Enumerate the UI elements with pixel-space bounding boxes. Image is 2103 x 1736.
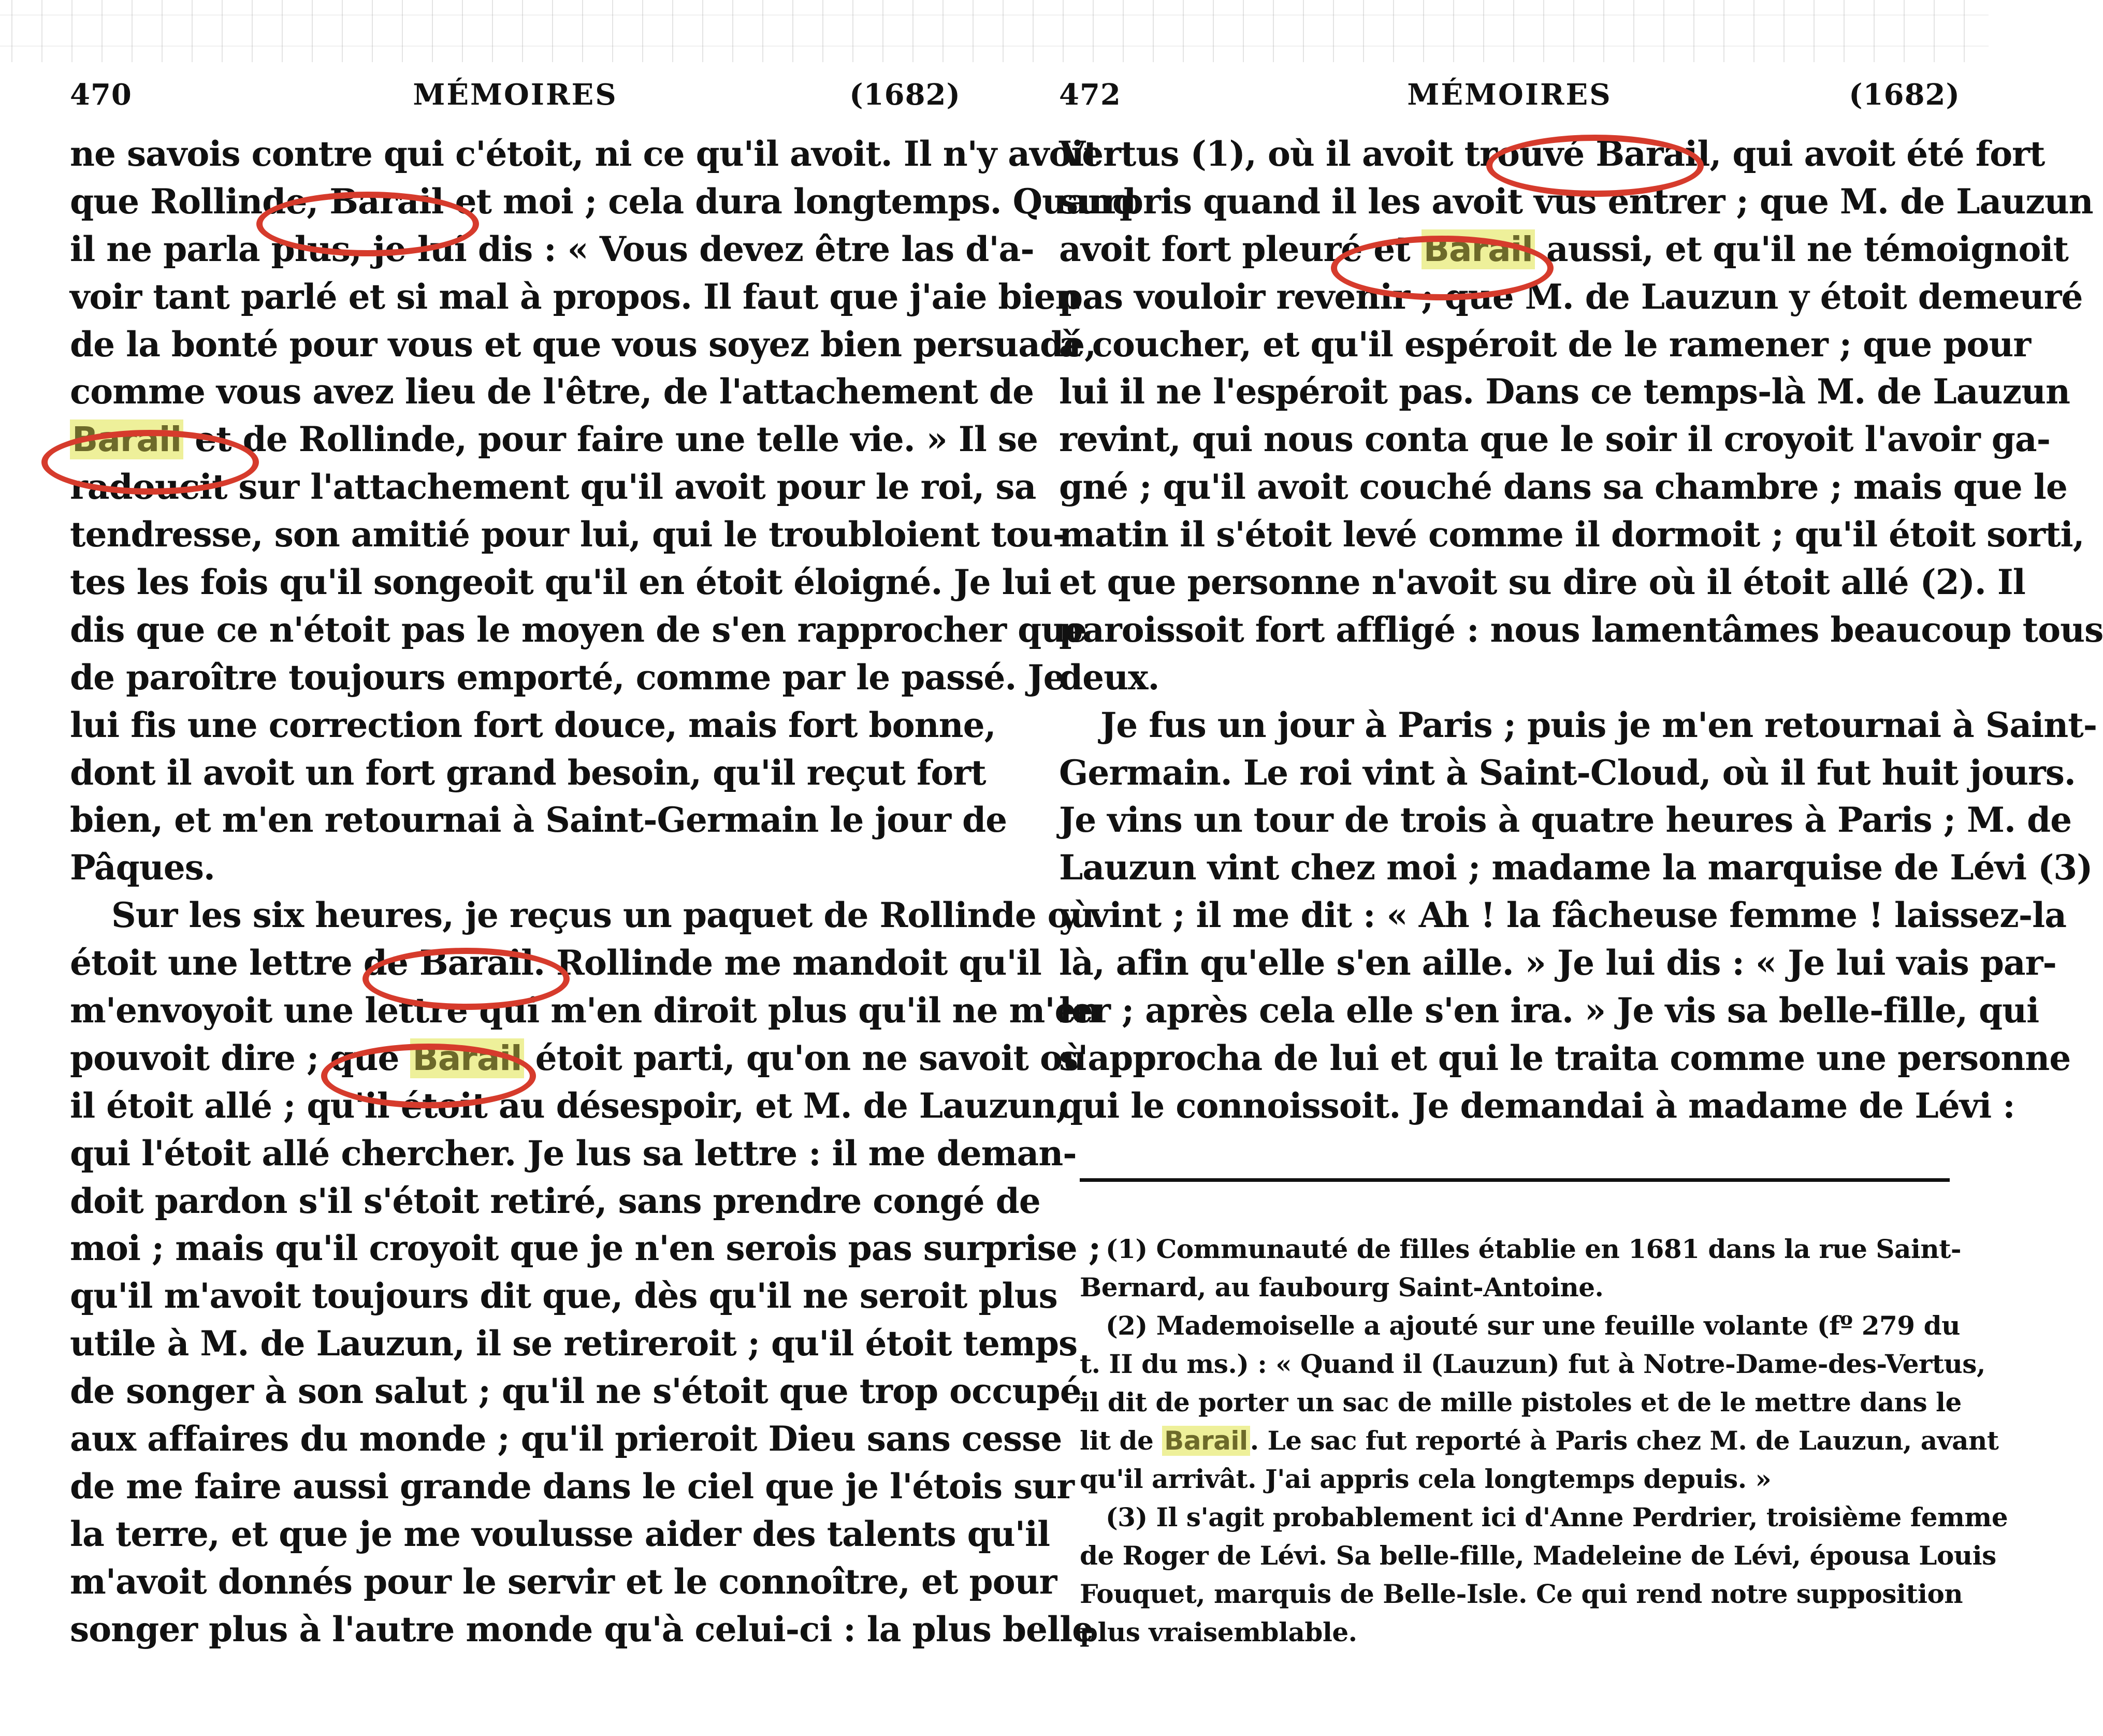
- text-segment: radoucit sur l'attachement qu'il avoit pour le roi, sa: [70, 467, 1036, 508]
- page-number: 472: [1059, 78, 1121, 112]
- text-line: [70, 1130, 1077, 1178]
- text-segment: gné ; qu'il avoit couché dans sa chambre ; mais que le: [1059, 467, 2067, 508]
- text-segment: deux.: [1059, 657, 1159, 698]
- text-segment: étoit une lettre de Barail. Rollinde me mandoit qu'il: [70, 943, 1041, 983]
- footnote-line: [1080, 1268, 1960, 1307]
- text-line: [70, 226, 1034, 273]
- text-segment: lui il ne l'espéroit pas. Dans ce temps-là M. de Lauzun: [1059, 371, 2070, 412]
- text-line: [70, 1415, 1062, 1463]
- text-segment: plus vraisemblable.: [1080, 1617, 1357, 1647]
- text-segment: il étoit allé ; qu'il étoit au désespoir, et M. de Lauzun,: [70, 1085, 1068, 1126]
- text-segment: m'avoit donnés pour le servir et le connoître, et pour: [70, 1561, 1057, 1602]
- text-line: [70, 368, 1034, 416]
- text-line: [70, 1368, 1081, 1415]
- scan-top-noise: [0, 0, 1989, 62]
- text-segment: de la bonté pour vous et que vous soyez bien persuadé,: [70, 324, 1096, 365]
- text-line: [1059, 559, 2025, 606]
- text-segment: dis que ce n'étoit pas le moyen de s'en rapprocher que: [70, 609, 1087, 650]
- footnote-line: [1080, 1307, 1960, 1345]
- text-line: [70, 321, 1096, 369]
- text-line: [1059, 797, 2072, 844]
- text-segment: . Le sac fut reporté à Paris chez M. de Lauzun, avant: [1250, 1425, 1999, 1456]
- text-line: [70, 273, 1080, 321]
- text-line: [1059, 749, 2076, 797]
- running-header: [70, 78, 961, 124]
- text-segment: qu'il arrivât. J'ai appris cela longtemps depuis. »: [1080, 1464, 1772, 1494]
- annotation-circle: [362, 948, 570, 1010]
- text-segment: Vertus (1), où il avoit trouvé Barail, qui avoit été fort: [1059, 134, 2045, 174]
- footnote-line: [1080, 1537, 1996, 1575]
- text-segment: voir tant parlé et si mal à propos. Il faut que j'aie bien: [70, 276, 1080, 317]
- text-segment: Germain. Le roi vint à Saint-Cloud, où il fut huit jours.: [1059, 752, 2076, 793]
- annotation-circle: [1486, 135, 1704, 197]
- text-segment: qui l'étoit allé chercher. Je lus sa lettre : il me deman-: [70, 1133, 1077, 1174]
- text-line: [70, 1225, 1101, 1272]
- text-segment: songer plus à l'autre monde qu'à celui-ci : la plus belle: [70, 1609, 1094, 1650]
- text-line: [70, 749, 986, 797]
- text-line: [70, 1606, 1094, 1654]
- text-line: [70, 892, 1094, 939]
- text-line: [1059, 464, 2067, 511]
- text-segment: paroissoit fort affligé : nous lamentâmes beaucoup tous: [1059, 609, 2103, 650]
- text-segment: pas vouloir revenir ; que M. de Lauzun y étoit demeuré: [1059, 276, 2083, 317]
- text-segment: Lauzun vint chez moi ; madame la marquise de Lévi (3): [1059, 847, 2093, 888]
- footnote-line: [1080, 1422, 1999, 1460]
- text-segment: utile à M. de Lauzun, il se retireroit ; qu'il étoit temps: [70, 1323, 1078, 1364]
- text-segment: qui le connoissoit. Je demandai à madame de Lévi :: [1059, 1085, 2015, 1126]
- text-line: [1059, 178, 2093, 226]
- text-segment: aux affaires du monde ; qu'il prieroit Dieu sans cesse: [70, 1419, 1062, 1459]
- text-line: [1059, 1035, 2071, 1082]
- text-line: [70, 559, 1051, 606]
- text-segment: et de Rollinde, pour faire une telle vie. » Il se: [183, 419, 1038, 460]
- text-line: [70, 702, 996, 749]
- text-segment: que Rollinde, Barail et moi ; cela dura longtemps. Quand: [70, 181, 1136, 222]
- text-segment: qu'il m'avoit toujours dit que, dès qu'il ne seroit plus: [70, 1276, 1057, 1317]
- text-line: [1059, 321, 2031, 369]
- annotation-circle: [321, 1044, 536, 1108]
- text-segment: ler ; après cela elle s'en ira. » Je vis sa belle-fille, qui: [1059, 990, 2039, 1031]
- text-segment: comme vous avez lieu de l'être, de l'attachement de: [70, 371, 1034, 412]
- page-number: 470: [70, 78, 132, 112]
- text-line: [1059, 892, 2066, 939]
- text-segment: s'approcha de lui et qui le traita comme une personne: [1059, 1037, 2071, 1078]
- text-line: [1059, 654, 1960, 702]
- text-segment: pouvoit dire ; que: [70, 1037, 411, 1078]
- text-line: [70, 1463, 1075, 1511]
- text-segment: il dit de porter un sac de mille pistoles et de le mettre dans le: [1080, 1387, 1962, 1417]
- footnote-line: [1080, 1613, 1960, 1652]
- right-page: [1059, 78, 2103, 1647]
- text-line: [70, 178, 1136, 226]
- text-segment: à coucher, et qu'il espéroit de le ramener ; que pour: [1059, 324, 2031, 365]
- annotation-circle: [41, 430, 259, 495]
- text-segment: t. II du ms.) : « Quand il (Lauzun) fut à Notre-Dame-des-Vertus,: [1080, 1349, 1985, 1379]
- text-line: [70, 1272, 1057, 1320]
- text-line: [70, 511, 1067, 559]
- footnote-line: [1080, 1230, 1960, 1268]
- footnote-line: [1080, 1575, 1963, 1613]
- footnotes: [1080, 1230, 2008, 1652]
- year-label: (1682): [1849, 78, 1960, 112]
- running-header: [1059, 78, 1960, 124]
- highlighted-name: Barail: [410, 1038, 524, 1078]
- text-segment: matin il s'étoit levé comme il dormoit ; qu'il étoit sorti,: [1059, 514, 2084, 555]
- text-segment: tendresse, son amitié pour lui, qui le troubloient tou-: [70, 514, 1067, 555]
- text-line: [70, 1511, 1050, 1558]
- text-segment: moi ; mais qu'il croyoit que je n'en serois pas surprise ;: [70, 1228, 1101, 1269]
- text-segment: avoit fort pleuré et: [1059, 228, 1422, 269]
- annotation-circle: [1331, 236, 1554, 300]
- text-segment: Sur les six heures, je reçus un paquet de Rollinde où: [111, 895, 1094, 936]
- year-label: (1682): [849, 78, 961, 112]
- text-line: [1059, 939, 2056, 987]
- text-segment: Fouquet, marquis de Belle-Isle. Ce qui rend notre supposition: [1080, 1579, 1963, 1609]
- highlighted-name: Barail: [1422, 229, 1535, 269]
- text-segment: lui fis une correction fort douce, mais fort bonne,: [70, 704, 996, 745]
- footnote-line: [1080, 1460, 1960, 1498]
- text-segment: bien, et m'en retournai à Saint-Germain le jour de: [70, 800, 1007, 841]
- text-line: [1059, 606, 2103, 654]
- text-line: [1059, 368, 2070, 416]
- text-segment: là, afin qu'elle s'en aille. » Je lui dis : « Je lui vais par-: [1059, 943, 2056, 983]
- text-segment: (2) Mademoiselle a ajouté sur une feuille volante (fº 279 du: [1106, 1310, 1960, 1341]
- highlighted-name: Barail: [70, 419, 183, 459]
- text-segment: Bernard, au faubourg Saint-Antoine.: [1080, 1272, 1604, 1303]
- text-line: [70, 1320, 1078, 1368]
- text-segment: Je fus un jour à Paris ; puis je m'en retournai à Saint-: [1100, 704, 2097, 745]
- text-segment: tes les fois qu'il songeoit qu'il en étoit éloigné. Je lui: [70, 562, 1051, 603]
- running-title: MÉMOIRES: [413, 78, 618, 112]
- text-segment: ne savois contre qui c'étoit, ni ce qu'il avoit. Il n'y avoit: [70, 134, 1099, 174]
- footnote-line: [1080, 1345, 1985, 1383]
- text-segment: étoit parti, qu'on ne savoit où: [524, 1037, 1086, 1078]
- footnote-line: [1080, 1498, 2008, 1537]
- text-segment: lit de: [1080, 1425, 1163, 1456]
- text-segment: il ne parla plus, je lui dis : « Vous devez être las d'a-: [70, 228, 1034, 269]
- text-segment: (3) Il s'agit probablement ici d'Anne Perdrier, troisième femme: [1106, 1502, 2008, 1532]
- text-segment: (1) Communauté de filles établie en 1681 dans la rue Saint-: [1106, 1234, 1962, 1264]
- text-segment: m'envoyoit une lettre qui m'en diroit plus qu'il ne m'en: [70, 990, 1100, 1031]
- text-line: [1059, 1082, 2015, 1130]
- text-segment: la terre, et que je me voulusse aider des talents qu'il: [70, 1513, 1050, 1554]
- text-segment: y vint ; il me dit : « Ah ! la fâcheuse femme ! laissez-la: [1059, 895, 2066, 936]
- footnote-rule: [1080, 1178, 1950, 1182]
- text-segment: doit pardon s'il s'étoit retiré, sans prendre congé de: [70, 1180, 1040, 1221]
- text-segment: aussi, et qu'il ne témoignoit: [1534, 228, 2068, 269]
- text-line: [1059, 511, 2084, 559]
- text-line: [1059, 702, 2097, 749]
- text-line: [1059, 844, 2093, 892]
- text-segment: surpris quand il les avoit vus entrer ; que M. de Lauzun: [1059, 181, 2093, 222]
- text-line: [70, 654, 1065, 702]
- highlighted-name: Barail: [1162, 1426, 1250, 1456]
- running-title: MÉMOIRES: [1407, 78, 1612, 112]
- text-line: [70, 131, 1099, 178]
- text-segment: dont il avoit un fort grand besoin, qu'il reçut fort: [70, 752, 986, 793]
- footnote-line: [1080, 1383, 1960, 1422]
- text-segment: de songer à son salut ; qu'il ne s'étoit que trop occupé: [70, 1371, 1081, 1412]
- text-segment: de paroître toujours emporté, comme par le passé. Je: [70, 657, 1065, 698]
- text-segment: et que personne n'avoit su dire où il étoit allé (2). Il: [1059, 562, 2025, 603]
- text-line: [70, 606, 1087, 654]
- text-segment: Je vins un tour de trois à quatre heures à Paris ; M. de: [1059, 800, 2072, 841]
- text-segment: Pâques.: [70, 847, 215, 888]
- annotation-circle: [256, 192, 479, 256]
- text-segment: revint, qui nous conta que le soir il croyoit l'avoir ga-: [1059, 419, 2051, 460]
- text-line: [70, 844, 961, 892]
- text-line: [70, 797, 1007, 844]
- text-segment: de Roger de Lévi. Sa belle-fille, Madeleine de Lévi, épousa Louis: [1080, 1540, 1996, 1571]
- text-line: [70, 1178, 1040, 1225]
- text-segment: de me faire aussi grande dans le ciel que je l'étois sur: [70, 1466, 1075, 1507]
- text-line: [1059, 987, 2039, 1035]
- text-line: [1059, 416, 2051, 464]
- text-line: [70, 1558, 1057, 1606]
